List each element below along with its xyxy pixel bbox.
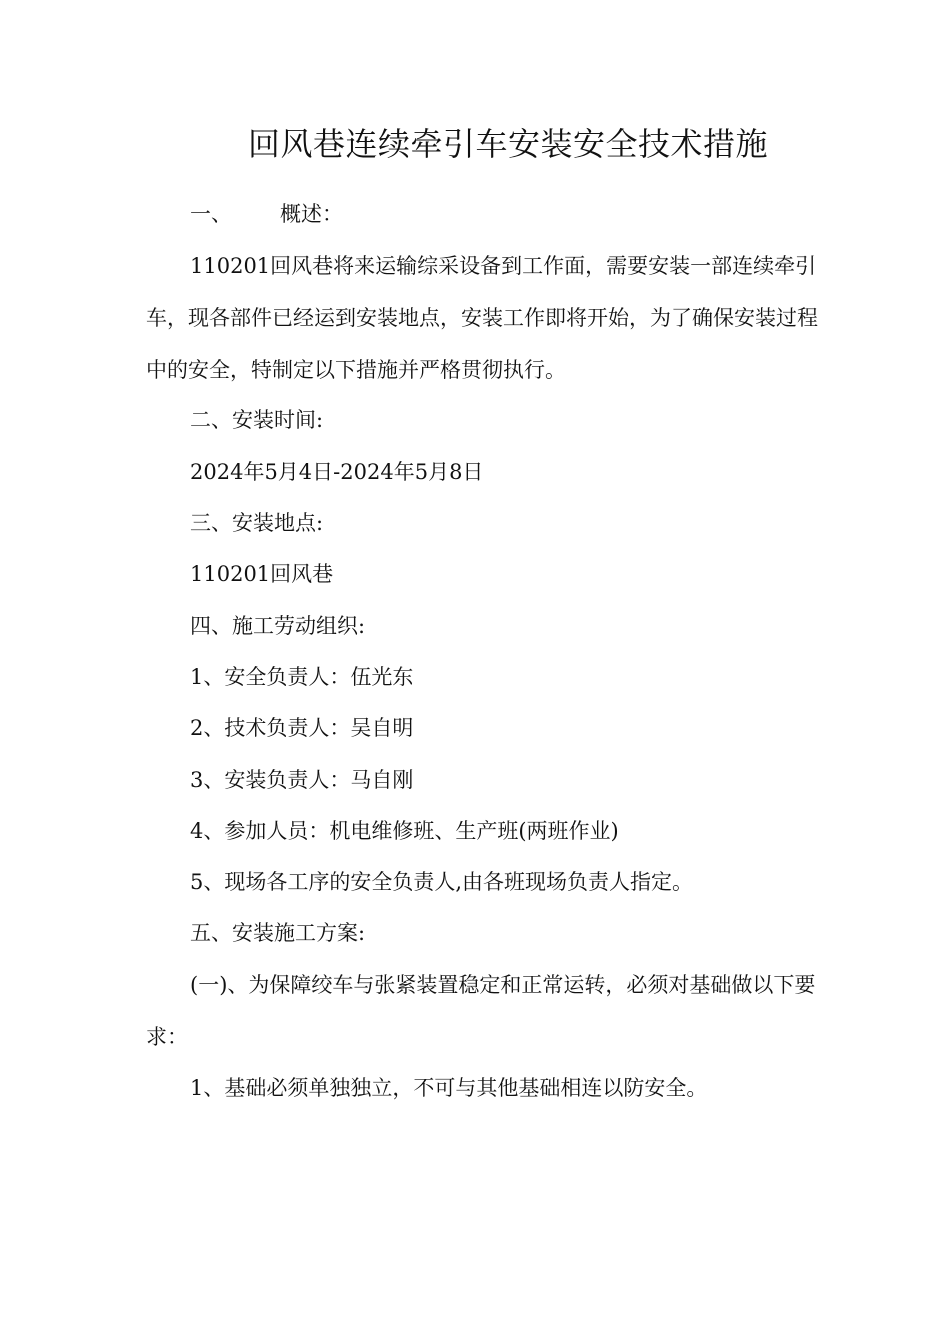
list-item-technical-lead: 2、技术负责人：吴自明 [190, 716, 414, 740]
list-item-participants: 4、参加人员：机电维修班、生产班(两班作业) [190, 819, 619, 843]
list-item-safety-lead: 1、安全负责人：伍光东 [190, 665, 414, 689]
overview-paragraph: 110201回风巷将来运输综采设备到工作面，需要安装一部连续牵引车，现各部件已经运到安装地点，安装工作即将开始，为了确保安装过程中的安全，特制定以下措施并严格贯彻执行。 [146, 254, 818, 382]
section-heading-install-time: 二、安装时间: [190, 408, 324, 432]
list-item-installation-lead: 3、安装负责人：马自刚 [190, 768, 414, 792]
section-heading-overview [190, 188, 343, 240]
list-item-process-safety-lead: 5、现场各工序的安全负责人,由各班现场负责人指定。 [190, 870, 694, 894]
section-number: 一、 [190, 202, 232, 226]
section-heading-installation-plan: 五、安装施工方案: [190, 921, 366, 945]
install-time-value: 2024年5月4日-2024年5月8日 [190, 460, 484, 484]
section-heading-labor-organization: 四、施工劳动组织: [190, 614, 366, 638]
document-title: 回风巷连续牵引车安装安全技术措施 [247, 125, 768, 163]
section-heading-install-location: 三、安装地点: [190, 511, 324, 535]
foundation-requirement-item: 1、基础必须单独独立，不可与其他基础相连以防安全。 [190, 1076, 708, 1100]
plan-subsection-paragraph: (一)、为保障绞车与张紧装置稳定和正常运转，必须对基础做以下要求： [146, 973, 816, 1049]
section-label: 概述： [280, 202, 343, 226]
install-location-value: 110201回风巷 [190, 562, 334, 586]
